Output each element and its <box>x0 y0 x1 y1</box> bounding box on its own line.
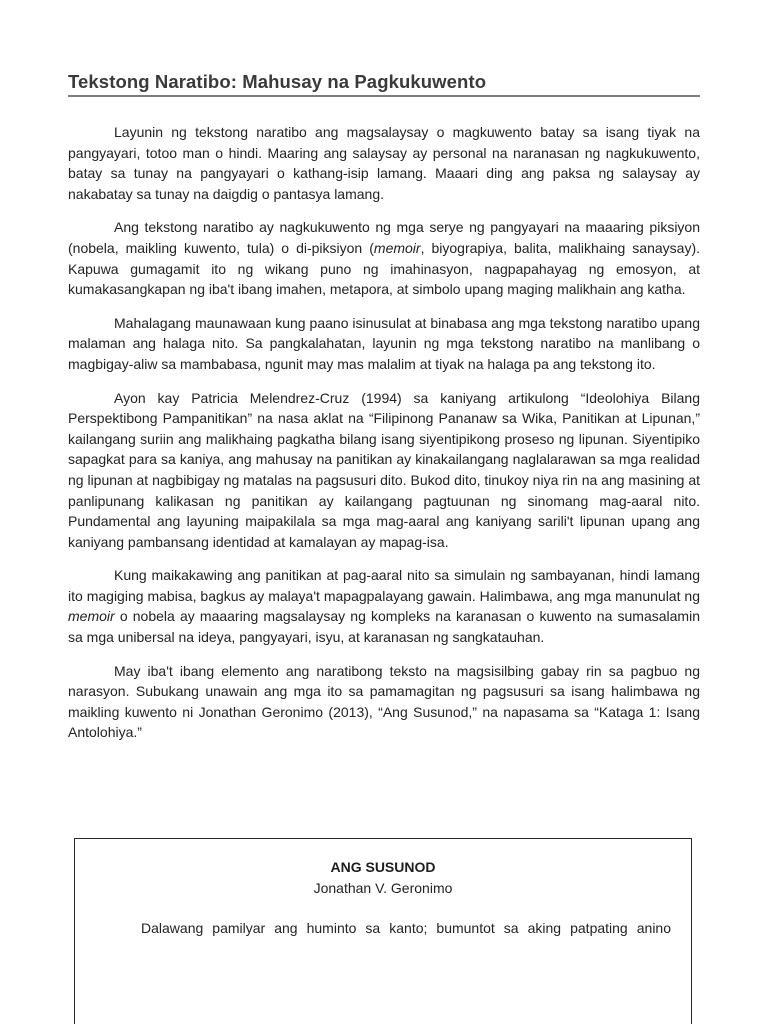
paragraph-1: Layunin ng tekstong naratibo ang magsalaysay o magkuwento batay sa isang tiyak na pangyayari, totoo man o hindi. Maaring ang salaysay ay personal na naranasan ng nagkukuwento, batay sa tunay na pangyayari o kathang-isip lamang. Maaari ding ang paksa ng salaysay ay nakabatay sa tunay na daigdig o pantasya lamang. <box>68 124 700 202</box>
page-title: Tekstong Naratibo: Mahusay na Pagkukuwento <box>68 71 487 92</box>
paragraph-2-italic-term: memoir <box>373 239 421 256</box>
paragraph-5 <box>68 565 700 647</box>
paragraph-4: Ayon kay Patricia Melendrez-Cruz (1994) sa kaniyang artikulong “Ideolohiya Bilang Perspektibong Pampanitikan” na nasa aklat na “Filipinong Pananaw sa Wika, Panitikan at Lipunan,” kailangang suriin ang malikhaing pagkatha bilang isang siyentipikong proseso ng lipunan. Siyentipiko sapagkat para sa kaniya, ang mahusay na panitikan ay kinakailangang naglalarawan sa mga realidad ng lipunan at nagbibigay ng matalas na pagsusuri dito. Bukod dito, tinukoy niya rin na ang masining at panlipunang kalikasan ng panitikan ay kailangang pagtuunan ng sinomang mag-aaral nito. Pundamental ang layuning maipakilala sa mga mag-aaral ang kaniyang sarili't lipunan upang ang kaniyang pambansang identidad at kamalayan ay mapag-isa. <box>68 389 700 550</box>
paragraph-5-text-end: o nobela ay maaaring magsalaysay ng kompleks na karanasan o kuwento na sumasalamin sa mga unibersal na ideya, pangyayari, isyu, at karanasan ng sangkatauhan. <box>68 608 700 646</box>
paragraph-5-text-start: Kung maikakawing ang panitikan at pag-aaral nito sa simulain ng sambayanan, hindi lamang ito magiging mabisa, bagkus ay malaya't mapagpalayang gawain. Halimbawa, ang mga manunulat ng <box>68 567 700 604</box>
story-author: Jonathan V. Geronimo <box>313 880 453 896</box>
story-first-line: Dalawang pamilyar ang huminto sa kanto; bumuntot sa aking patpating anino <box>141 920 671 936</box>
paragraph-2-text-start: Ang tekstong naratibo ay nagkukuwento ng mga serye ng pangyayari na maaaring piksiyon (nobela, maikling kuwento, tula) o di-piksiyon ( <box>68 219 700 256</box>
body-text <box>68 122 700 756</box>
story-title: ANG SUSUNOD <box>330 859 436 875</box>
paragraph-6: May iba't ibang elemento ang naratibong teksto na magsisilbing gabay rin sa pagbuo ng narasyon. Subukang unawain ang mga ito sa pamamagitan ng pagsusuri sa isang halimbawa ng maikling kuwento ni Jonathan Geronimo (2013), “Ang Susunod,” na napasama sa “Kataga 1: Isang Antolohiya.” <box>68 662 700 741</box>
title-underline-divider <box>68 95 700 97</box>
paragraph-5-italic-term: memoir <box>68 608 115 625</box>
paragraph-2-text-end: , biyograpiya, balita, malikhaing sanaysay). Kapuwa gumagamit ito ng wikang puno ng imahinasyon, nagpapahayag ng emosyon, at kumakasangkapan ng iba't ibang imahen, metapora, at simbolo upang maging malikhain ang katha. <box>68 239 701 298</box>
paragraph-3: Mahalagang maunawaan kung paano isinusulat at binabasa ang mga tekstong naratibo upang malaman ang halaga nito. Sa pangkalahatan, layunin ng mga tekstong naratibo na manlibang o magbigay-aliw sa mambabasa, ngunit may mas malalim at tiyak na halaga pa ang tekstong ito. <box>68 314 700 372</box>
story-excerpt-box <box>74 838 692 1024</box>
paragraph-2 <box>68 217 700 299</box>
